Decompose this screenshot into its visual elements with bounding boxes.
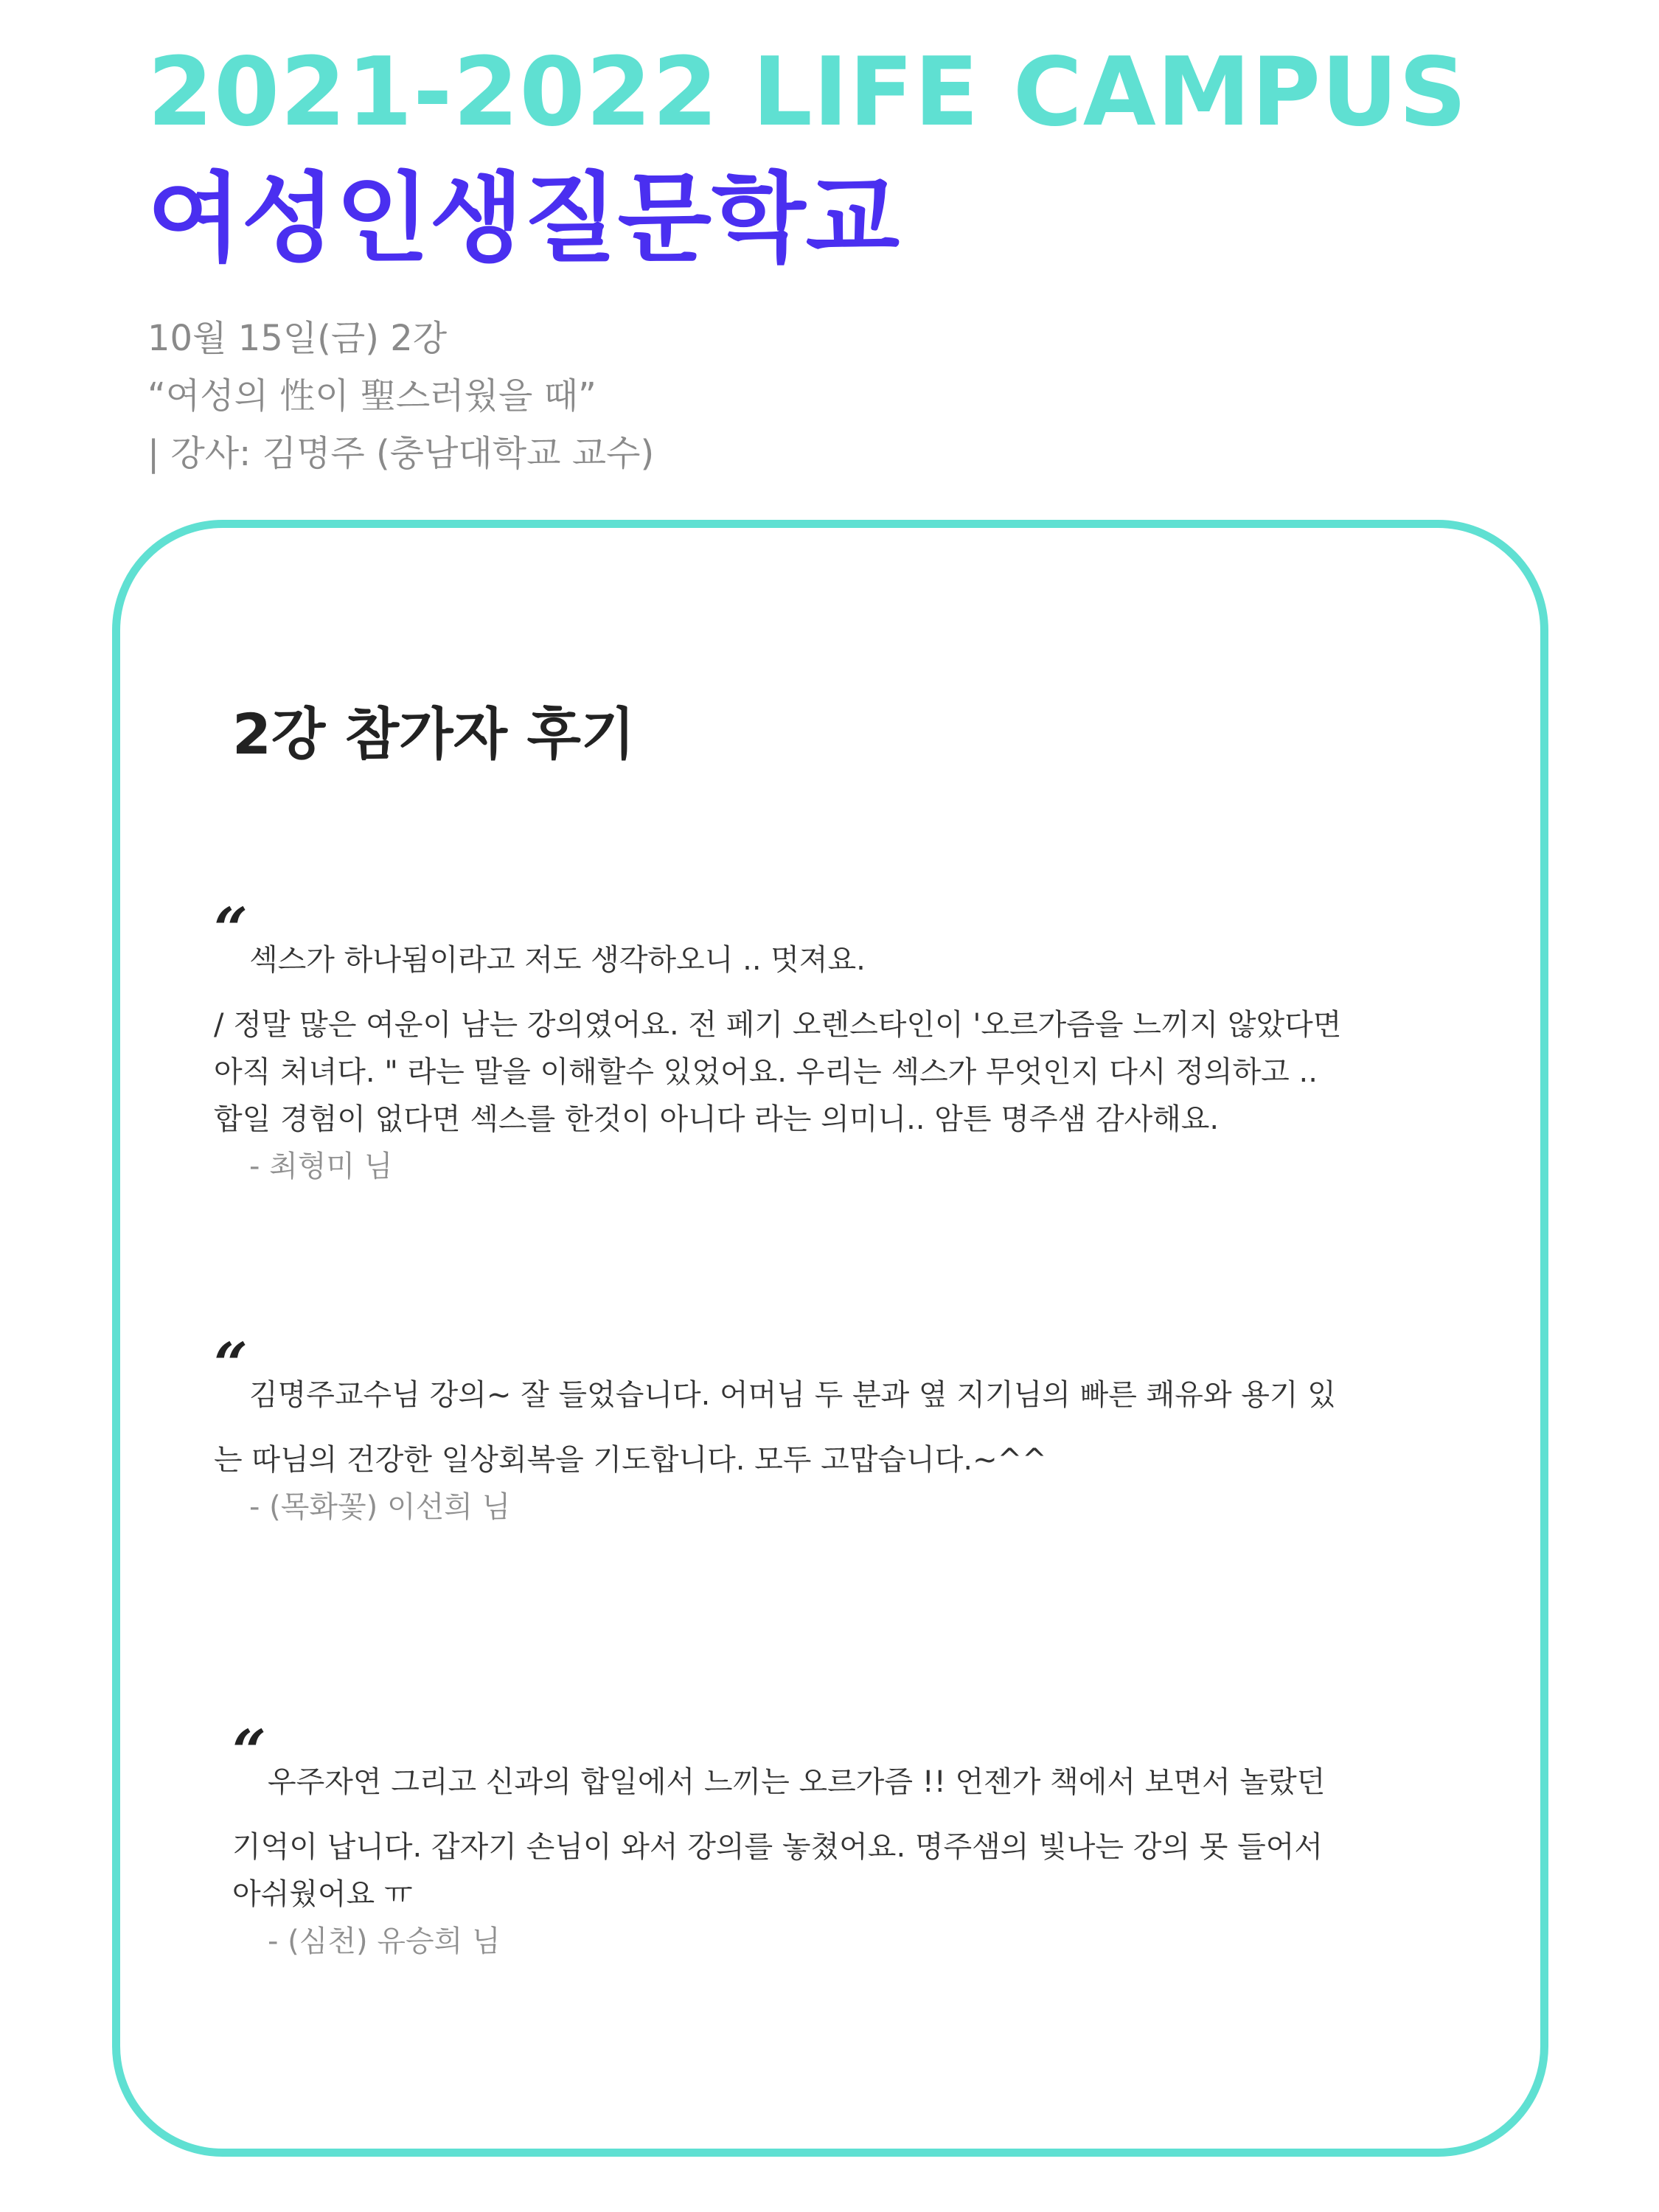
review-line: / 정말 많은 여운이 남는 강의였어요. 전 페기 오렌스타인이 '오르가즘을 느끼지 않았다면 [214,1008,1342,1042]
section-title: 2강 참가자 후기 [232,701,636,767]
review-line: 는 따님의 건강한 일상회복을 기도합니다. 모두 고맙습니다.~^^ [214,1443,1047,1477]
lecture-meta [147,310,654,482]
lecture-lecturer: | 강사: 김명주 (충남대학교 교수) [147,433,655,474]
quote-mark-icon: “ [214,894,248,964]
review-body [214,936,1467,1190]
review-line: 우주자연 그리고 신과의 합일에서 느끼는 오르가즘 !! 언젠가 책에서 보면서 놀랐던 [268,1765,1326,1799]
review-line: 아쉬웠어요 ㅠ [232,1877,413,1911]
header-title-ko: 여성인생질문학교 [147,162,900,276]
quote-mark-icon: “ [232,1717,267,1786]
header-title-en: 2021-2022 LIFE CAMPUS [147,38,1468,147]
review-line: 기억이 납니다. 갑자기 손님이 와서 강의를 놓쳤어요. 명주샘의 빛나는 강의 못 들어서 [232,1830,1324,1864]
lecture-date: 10월 15일(금) 2강 [147,318,448,359]
review-body [232,1759,1486,1965]
review-line: 아직 처녀다. " 라는 말을 이해할수 있었어요. 우리는 섹스가 무엇인지 다시 정의하고 .. [214,1055,1318,1089]
review-author: - 최형미 님 [249,1150,393,1183]
review-line: 김명주교수님 강의~ 잘 들었습니다. 어머님 두 분과 옆 지기님의 빠른 쾌유와 용기 있 [249,1378,1336,1412]
review-line: 섹스가 하나됨이라고 저도 생각하오니 .. 멋져요. [249,943,866,977]
review-line: 합일 경험이 없다면 섹스를 한것이 아니다 라는 의미니.. 암튼 명주샘 감사해요. [214,1102,1220,1136]
review-body [214,1371,1467,1531]
review-author: - (심천) 유승희 님 [268,1924,501,1958]
lecture-subtitle: “여성의 性이 聖스러웠을 때” [147,375,597,417]
quote-mark-icon: “ [214,1329,248,1399]
review-author: - (목화꽃) 이선희 님 [249,1490,511,1524]
